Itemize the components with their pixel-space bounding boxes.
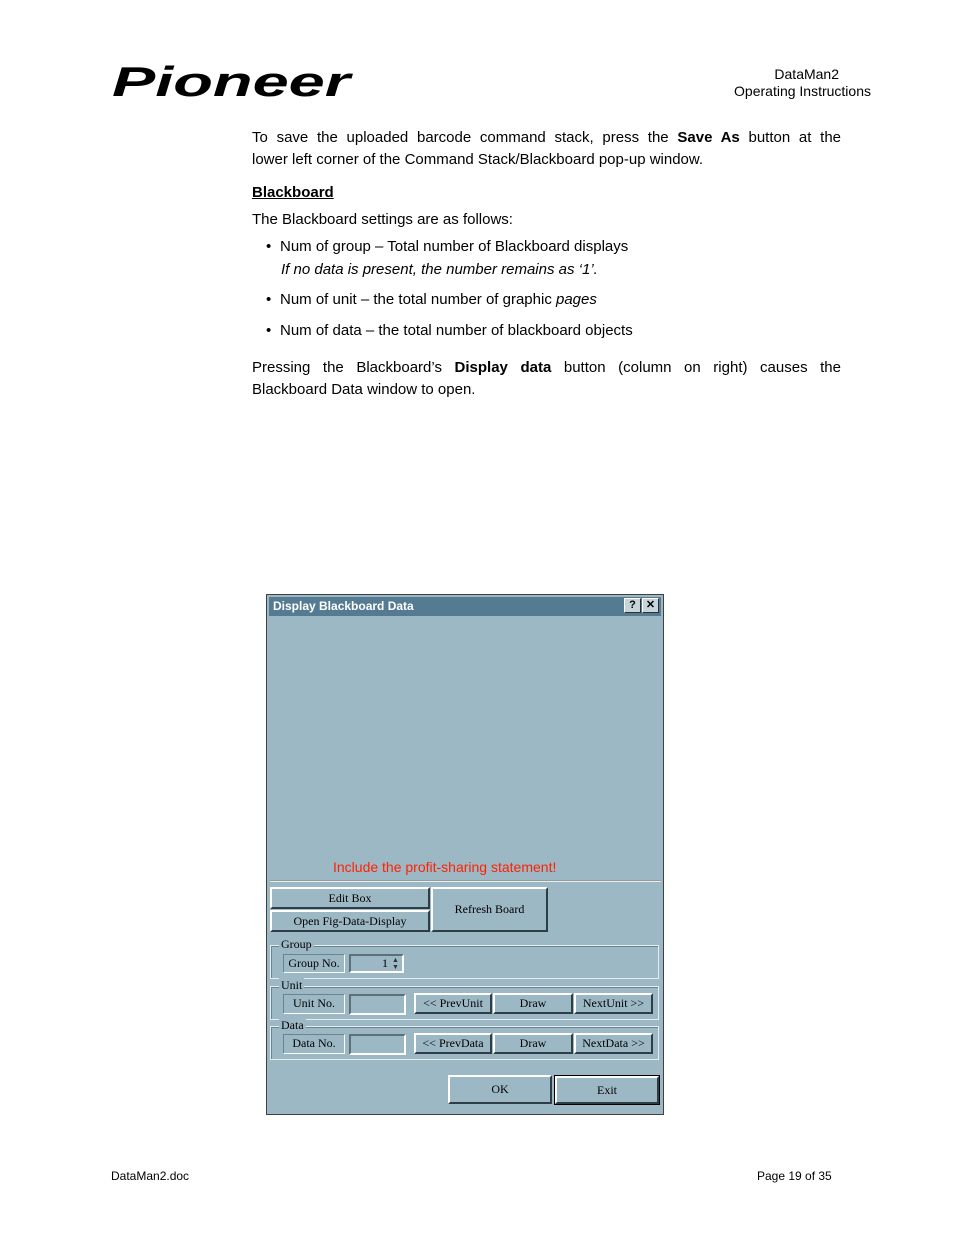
data-no-label: Data No. [283, 1034, 345, 1054]
prev-data-button[interactable]: << PrevData [414, 1033, 492, 1054]
group-no-value: 1 [382, 956, 388, 970]
save-as-term: Save As [677, 129, 740, 146]
paragraph-line: Blackboard Data window to open. [252, 381, 476, 398]
pioneer-logo [110, 62, 354, 104]
next-unit-button[interactable]: NextUnit >> [574, 993, 653, 1014]
footer-filename: DataMan2.doc [111, 1169, 190, 1183]
dialog-title: Display Blackboard Data [273, 599, 414, 613]
display-blackboard-data-dialog [266, 594, 664, 1115]
intro-text: The Blackboard settings are as follows: [252, 211, 513, 228]
draw-data-button[interactable]: Draw [493, 1033, 573, 1054]
unit-no-label: Unit No. [283, 994, 345, 1014]
list-item-note: If no data is present, the number remains as ‘1’. [281, 261, 598, 278]
header-info [734, 66, 871, 100]
refresh-board-button[interactable]: Refresh Board [431, 887, 548, 932]
paragraph-line: lower left corner of the Command Stack/Blackboard pop-up window. [252, 151, 704, 168]
close-button[interactable]: ✕ [642, 598, 659, 613]
next-data-button[interactable]: NextData >> [574, 1033, 653, 1054]
draw-unit-button[interactable]: Draw [493, 993, 573, 1014]
exit-button[interactable]: Exit [555, 1076, 659, 1104]
group-section [270, 937, 659, 979]
open-fig-data-display-button[interactable]: Open Fig-Data-Display [270, 910, 430, 932]
prev-unit-button[interactable]: << PrevUnit [414, 993, 492, 1014]
display-data-term: Display data [454, 359, 552, 376]
data-no-field[interactable] [349, 1034, 406, 1055]
group-no-label: Group No. [283, 954, 345, 973]
list-item: • Num of unit – the total number of graphic pages [266, 291, 597, 308]
spinner-arrows-icon[interactable]: ▲ ▼ [392, 956, 399, 971]
board-note-text: Include the profit-sharing statement! [333, 859, 557, 875]
list-item: • Num of data – the total number of blackboard objects [266, 322, 633, 339]
edit-box-button[interactable]: Edit Box [270, 887, 430, 909]
unit-section [270, 978, 659, 1020]
doc-title: DataMan2 [774, 66, 839, 82]
blackboard-canvas [270, 618, 661, 882]
help-button[interactable]: ? [624, 598, 641, 613]
ok-button[interactable]: OK [448, 1075, 552, 1104]
paragraph-line: To save the uploaded barcode command stack, press the Save As button at the [252, 129, 842, 146]
data-section [270, 1018, 659, 1060]
list-item: • Num of group – Total number of Blackboard displays [266, 238, 629, 255]
data-label: Data [281, 1018, 304, 1032]
paragraph-line: Pressing the Blackboard’s Display data button (column on right) causes the [252, 359, 841, 376]
unit-no-field[interactable] [349, 994, 406, 1015]
save-as-paragraph [252, 127, 841, 171]
section-heading: Blackboard [252, 184, 334, 201]
group-label: Group [281, 937, 312, 951]
dialog-title-bar [269, 597, 661, 616]
doc-subtitle: Operating Instructions [734, 83, 871, 99]
footer-page-number: Page 19 of 35 [757, 1169, 832, 1183]
group-no-spinner[interactable] [349, 954, 404, 973]
unit-label: Unit [281, 978, 303, 992]
display-data-paragraph [252, 357, 841, 401]
svg-text:Pioneer: Pioneer [112, 62, 354, 104]
